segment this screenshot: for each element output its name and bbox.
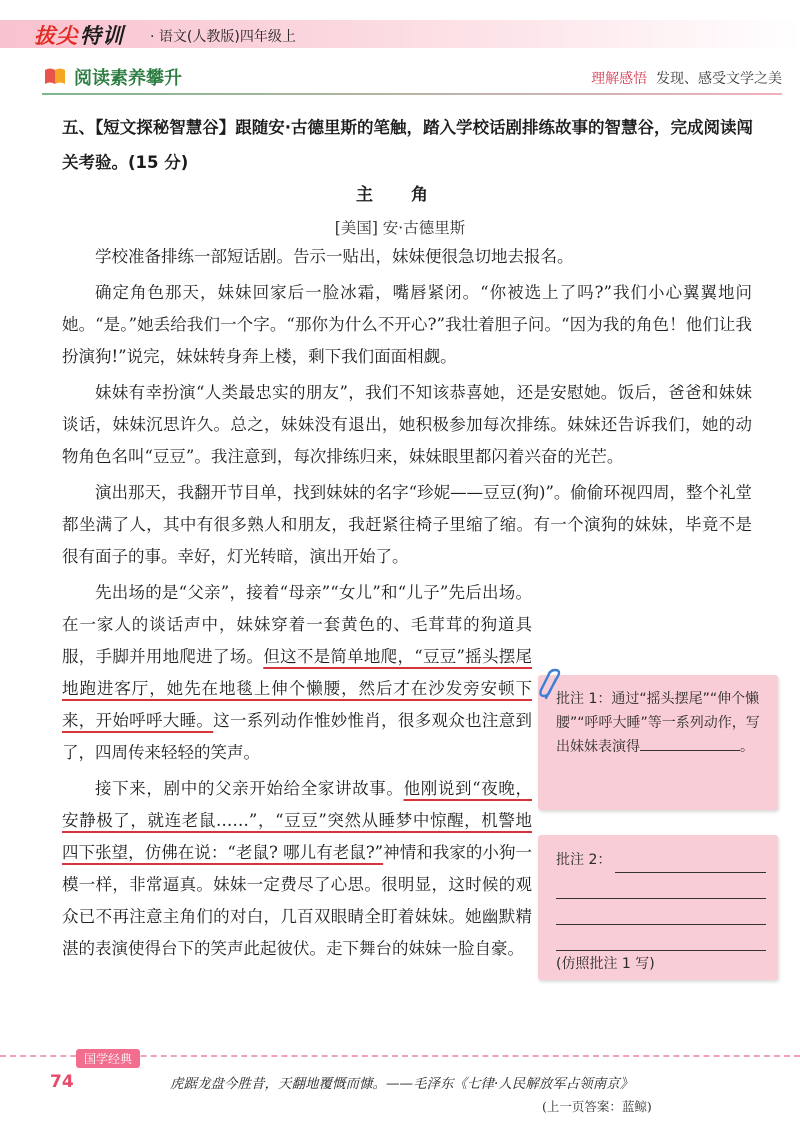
footer-quote: 虎踞龙盘今胜昔，天翻地覆慨而慷。——毛泽东《七律·人民解放军占领南京》: [170, 1076, 634, 1092]
paragraph-6: [62, 773, 532, 965]
annotation-2-line-4[interactable]: [556, 925, 766, 951]
annotation-1-end: 。: [740, 739, 754, 755]
paperclip-icon: [538, 668, 564, 702]
annotation-1-blank[interactable]: [640, 735, 740, 751]
section-rule: [42, 93, 782, 95]
subject-label: · 语文(人教版)四年级上: [150, 29, 296, 45]
article-author: [美国] 安·古德里斯: [334, 219, 466, 237]
paragraph-4: 演出那天，我翻开节目单，找到妹妹的名字“珍妮——豆豆(狗)”。偷偷环视四周，整个礼堂都坐满了人，其中有很多熟人和朋友，我赶紧往椅子里缩了缩。有一个演狗的妹妹，毕竟不是很有面子的事。幸好，灯光转暗，演出开始了。: [62, 483, 752, 566]
annotation-2-first-row: [556, 847, 766, 873]
section-tag: [591, 68, 782, 88]
section-tag-red: 理解感悟: [591, 71, 648, 87]
annotation-card-2: [538, 835, 778, 980]
book-icon: [44, 66, 66, 86]
paragraph-1: 学校准备排练一部短话剧。告示一贴出，妹妹便很急切地去报名。: [95, 247, 574, 266]
paragraph-2: 确定角色那天，妹妹回家后一脸冰霜，嘴唇紧闭。“你被选上了吗?”我们小心翼翼地问她。“是。”她丢给我们一个字。“那你为什么不开心?”我壮着胆子问。“因为我的角色！他们让我扮演狗!”说完，妹妹转身奔上楼，剩下我们面面相觑。: [62, 283, 752, 366]
footer-tag: 国学经典: [76, 1049, 140, 1068]
section-title: 阅读素养攀升: [74, 68, 182, 89]
p5-text-a: 先出场的是“父亲”，接着“母亲”“女儿”和“儿子”先后出场。在一家人的谈话声中，妹妹穿着一套黄色的、毛茸茸的狗道具服，手脚并用地爬进了场。: [62, 583, 532, 666]
annotation-2-label: 批注 2：: [556, 852, 612, 868]
previous-answer: (上一页答案：蓝鲸): [542, 1099, 652, 1114]
annotation-2-line-3[interactable]: [556, 899, 766, 925]
section-tag-black: 发现、感受文学之美: [656, 71, 782, 87]
question-prompt: 五、【短文探秘智慧谷】跟随安·古德里斯的笔触，踏入学校话剧排练故事的智慧谷，完成阅读闯关考验。(15 分): [62, 118, 754, 172]
brand-logo: [34, 20, 124, 50]
p6-text-a: 接下来，剧中的父亲开始给全家讲故事。: [95, 779, 404, 798]
annotation-2-line-2[interactable]: [556, 873, 766, 899]
annotation-card-1: [538, 675, 778, 810]
annotation-2-hint: (仿照批注 1 写): [556, 956, 655, 972]
p5-underlined: 但这不是简单地爬，“豆豆”摇头摆尾地跑进客厅，她先在地毯上伸个懒腰，然后才在沙发旁安顿下来，开始呼呼大睡。: [62, 647, 533, 730]
p5-text-b: 这一系列动作惟妙惟肖，很多观众也注意到了，四周传来轻轻的笑声。: [62, 711, 533, 762]
paragraph-5: [62, 577, 532, 769]
p6-underlined: 他刚说到“夜晚，安静极了，就连老鼠……”，“豆豆”突然从睡梦中惊醒，机警地四下张望，仿佛在说：“老鼠? 哪儿有老鼠?”: [62, 779, 533, 862]
brand-red: 拔尖: [34, 24, 78, 48]
page-number: 74: [50, 1072, 74, 1092]
section-bar: [42, 60, 782, 94]
p6-text-b: 神情和我家的小狗一模一样，非常逼真。妹妹一定费尽了心思。很明显，这时候的观众已不再注意主角们的对白，几百双眼睛全盯着妹妹。她幽默精湛的表演使得台下的笑声此起彼伏。走下舞台的妹妹一脸自豪。: [62, 843, 533, 958]
paragraph-3: 妹妹有幸扮演“人类最忠实的朋友”，我们不知该恭喜她，还是安慰她。饭后，爸爸和妹妹谈话，妹妹沉思许久。总之，妹妹没有退出，她积极参加每次排练。妹妹还告诉我们，她的动物角色名叫“豆豆”。我注意到，每次排练归来，妹妹眼里都闪着兴奋的光芒。: [62, 383, 752, 466]
brand-black: 特训: [80, 24, 124, 48]
article-title: 主 角: [356, 185, 444, 205]
annotation-2-line-1[interactable]: [615, 847, 766, 873]
annotation-1-text: 批注 1：通过“摇头摆尾”“伸个懒腰”“呼呼大睡”等一系列动作，写出妹妹表演得: [556, 691, 760, 755]
page-header: [0, 0, 800, 56]
